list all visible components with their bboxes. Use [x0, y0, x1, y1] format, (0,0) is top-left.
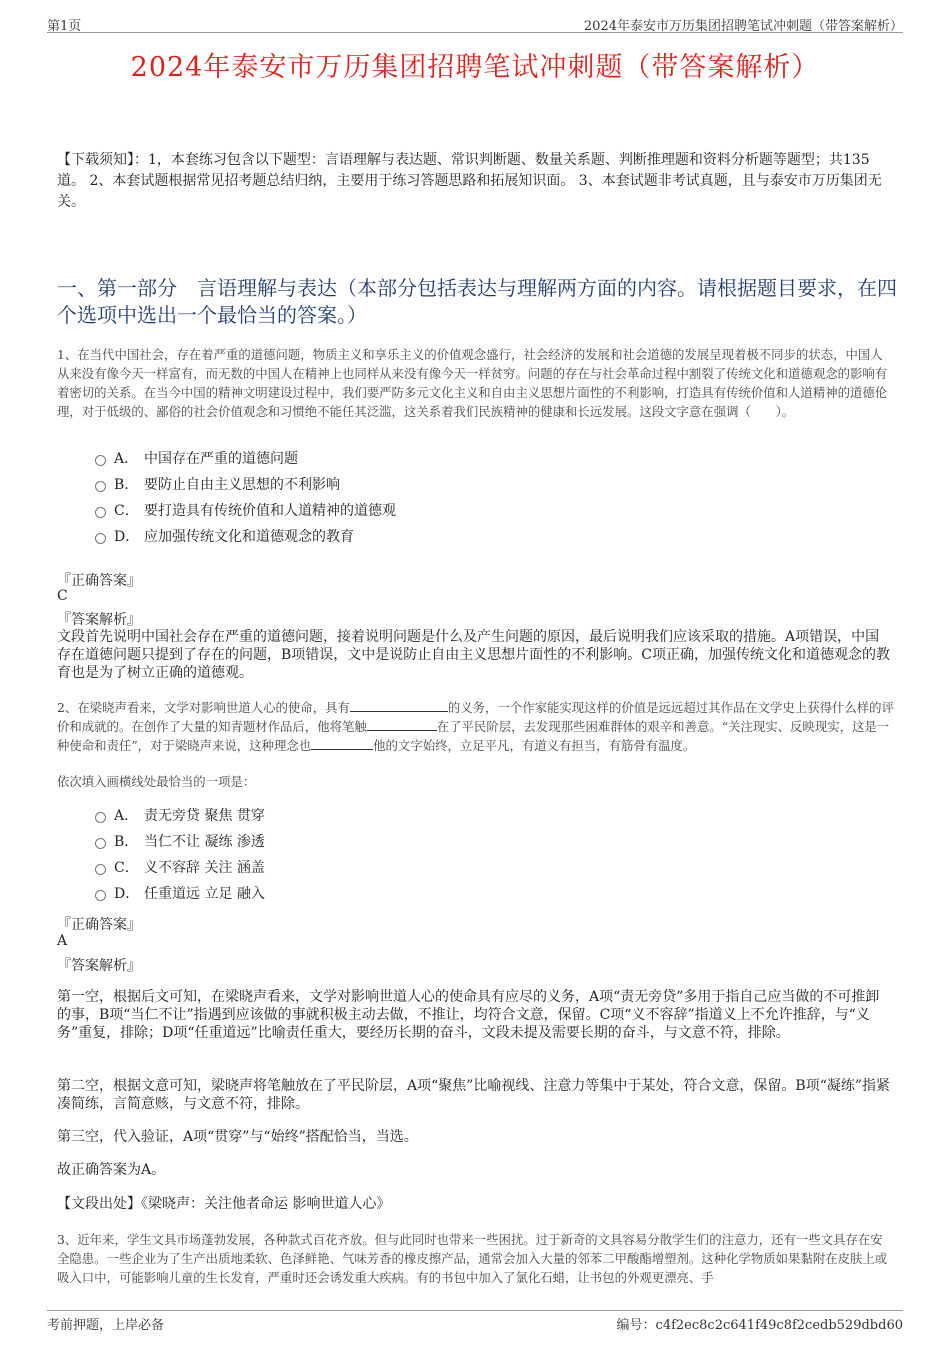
analysis-label: 『答案解析』 [57, 958, 141, 974]
option-a[interactable]: A． 中国存在严重的道德问题 [95, 446, 396, 472]
question-2-conclusion: 故正确答案为A。 [57, 1162, 166, 1178]
option-b[interactable]: B． 当仁不让 凝练 渗透 [95, 829, 265, 855]
question-2-analysis-1: 第一空，根据后文可知，在梁晓声看来，文学对影响世道人心的使命具有应尽的义务，A项“责无旁贷”多用于指自己应当做的不可推卸的事，B项“当仁不让”指遇到应该做的事就积极主动去做，不推让，均符合文意，保留。C项“义不容辞”指道义上不允许推辞，与“义务”重复，排除；D项“任重道远”比喻责任重大，要经历长期的奋斗，文段未提及需要长期的奋斗，与文意不符，排除。 [57, 989, 880, 1041]
question-2-options [95, 803, 265, 907]
page-number: 第1页 [47, 19, 82, 34]
option-d[interactable]: D． 任重道远 立足 融入 [95, 881, 265, 907]
radio-icon[interactable] [95, 864, 106, 875]
question-2-instruction: 依次填入画横线处最恰当的一项是： [57, 774, 256, 789]
option-c[interactable]: C． 义不容辞 关注 涵盖 [95, 855, 265, 881]
question-2-analysis-2: 第二空，根据文意可知，梁晓声将笔触放在了平民阶层，A项“聚焦”比喻视线、注意力等集中于某处，符合文意，保留。B项“凝练”指紧凑简练，言简意赅，与文意不符，排除。 [57, 1078, 891, 1112]
blank-line [311, 737, 373, 750]
question-1-analysis: 文段首先说明中国社会存在严重的道德问题，接着说明问题是什么及产生问题的原因，最后说明我们应该采取的措施。A项错误，中国存在道德问题只提到了存在的问题，B项错误，文中是说防止自由主义思想片面性的不利影响。C项正确，加强传统文化和道德观念的教育也是为了树立正确的道德观。 [57, 629, 890, 681]
question-2-stem: 2、在梁晓声看来，文学对影响世道人心的使命，具有 的义务，一个作家能实现这样的价值是远远超过其作品在文学史上获得什么样的评价和成就的。在创作了大量的知青题材作品后，他将笔触 在了平民阶层，去发现那些困难群体的艰辛和善意。“关注现实、反映现实，这是一种使命和责任”，对于梁晓声来说，这种理念也 他的文字始终，立足平凡，有道义有担当，有筋骨有温度。 [57, 700, 894, 753]
header-doc-title: 2024年泰安市万历集团招聘笔试冲刺题（带答案解析） [583, 19, 903, 34]
footer-slogan: 考前押题，上岸必备 [47, 1318, 165, 1333]
radio-icon[interactable] [95, 481, 106, 492]
page-footer [47, 1310, 903, 1331]
option-c[interactable]: C． 要打造具有传统价值和人道精神的道德观 [95, 498, 396, 524]
analysis-label: 『答案解析』 [57, 612, 141, 628]
radio-icon[interactable] [95, 533, 106, 544]
radio-icon[interactable] [95, 812, 106, 823]
question-1-stem: 1、在当代中国社会，存在着严重的道德问题，物质主义和享乐主义的价值观念盛行，社会经济的发展和社会道德的发展呈现着极不同步的状态，中国人从来没有像今天一样富有，而无数的中国人在精神上也同样从来没有像今天一样贫穷。问题的存在与社会革命过程中割裂了传统文化和道德观念的影响有着密切的关系。在当今中国的精神文明建设过程中，我们要严防多元文化主义和自由主义思想片面性的不利影响，打造具有传统价值和人道精神的道德伦理，对于低级的、鄙俗的社会价值观念和习惯绝不能任其泛滥，这关系着我们民族精神的健康和长远发展。这段文字意在强调（ ）。 [57, 347, 888, 419]
blank-line [350, 699, 448, 712]
section-heading: 一、第一部分 言语理解与表达（本部分包括表达与理解两方面的内容。请根据题目要求，在四个选项中选出一个最恰当的答案。） [57, 276, 897, 327]
question-1-options [95, 446, 396, 550]
radio-icon[interactable] [95, 507, 106, 518]
question-3-stem: 3、近年来，学生文具市场蓬勃发展，各种款式百花齐放。但与此同时也带来一些困扰。过于新奇的文具容易分散学生们的注意力，还有一些文具存在安全隐患。一些企业为了生产出质地柔软、色泽鲜艳、气味芳香的橡皮擦产品，通常会加入大量的邻苯二甲酸酯增塑剂。这种化学物质如果黏附在皮肤上或吸入口中，可能影响儿童的生长发育，严重时还会诱发重大疾病。有的书包中加入了氯化石蜡，让书包的外观更漂亮、手 [57, 1232, 888, 1285]
blank-line [367, 718, 437, 731]
page-header [47, 12, 903, 33]
answer-value: A [57, 933, 68, 949]
document-title: 2024年泰安市万历集团招聘笔试冲刺题（带答案解析） [130, 52, 820, 83]
radio-icon[interactable] [95, 455, 106, 466]
option-d[interactable]: D． 应加强传统文化和道德观念的教育 [95, 524, 396, 550]
download-notice: 【下载须知】：1，本套练习包含以下题型：言语理解与表达题、常识判断题、数量关系题、判断推理题和资料分析题等题型；共135道。 2、本套试题根据常见招考题总结归纳，主要用于练习答题思路和拓展知识面。 3、本套试题非考试真题，且与泰安市万历集团无关。 [57, 152, 882, 210]
answer-label: 『正确答案』 [57, 917, 141, 933]
option-b[interactable]: B． 要防止自由主义思想的不利影响 [95, 472, 396, 498]
answer-label: 『正确答案』 [57, 573, 141, 589]
footer-code: 编号：c4f2ec8c2c641f49c8f2cedb529dbd60 [616, 1318, 903, 1333]
answer-value: C [57, 588, 68, 604]
option-a[interactable]: A． 责无旁贷 聚焦 贯穿 [95, 803, 265, 829]
question-2-analysis-3: 第三空，代入验证，A项“贯穿”与“始终”搭配恰当，当选。 [57, 1129, 418, 1145]
question-2-source: 【文段出处】《梁晓声：关注他者命运 影响世道人心》 [57, 1196, 391, 1212]
radio-icon[interactable] [95, 838, 106, 849]
radio-icon[interactable] [95, 890, 106, 901]
